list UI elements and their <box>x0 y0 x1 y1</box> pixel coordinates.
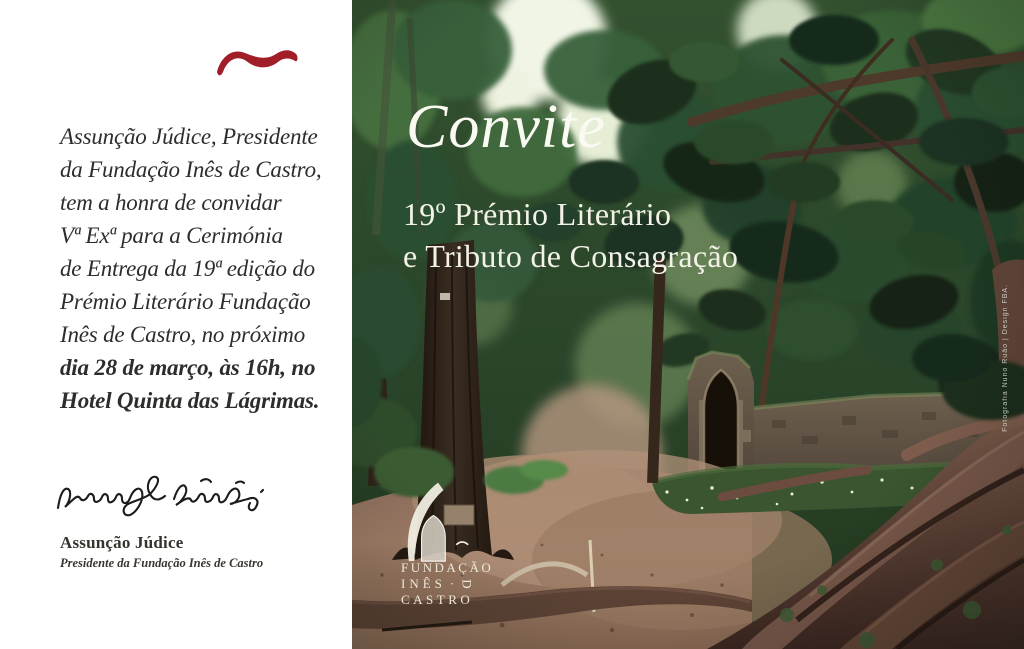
logo-ines: INÊS <box>401 576 446 591</box>
invitation-line: tem a honra de convidar <box>60 190 282 215</box>
tilde-wave-icon <box>213 44 301 80</box>
signatory-name: Assunção Júdice <box>60 533 184 552</box>
invitation-line-venue: Hotel Quinta das Lágrimas. <box>60 388 320 413</box>
invitation-line-date: dia 28 de março, às 16h, no <box>60 355 316 380</box>
handwritten-signature <box>50 472 270 530</box>
gothic-arch-icon <box>398 479 478 563</box>
invitation-line: Assunção Júdice, Presidente <box>60 124 318 149</box>
photo-panel <box>352 0 1024 649</box>
event-subtitle-line2: e Tributo de Consagração <box>403 238 739 274</box>
logo-line-ines-de <box>401 576 493 592</box>
fic-logo-text <box>401 560 493 608</box>
logo-line-fundacao: FUNDAÇÃO <box>401 560 494 575</box>
invitation-text <box>60 120 340 417</box>
invitation-panel <box>0 0 352 649</box>
invitation-line: Prémio Literário Fundação <box>60 289 311 314</box>
logo-separator-dot: · <box>449 576 459 591</box>
invitation-line: da Fundação Inês de Castro, <box>60 157 322 182</box>
event-subtitle-line1: 19º Prémio Literário <box>403 196 672 232</box>
invitation-line: Vª Exª para a Cerimónia <box>60 223 283 248</box>
page-title: Convite <box>406 93 606 161</box>
event-subtitle <box>403 193 738 277</box>
invitation-line: de Entrega da 19ª edição do <box>60 256 315 281</box>
signatory-title: Presidente da Fundação Inês de Castro <box>60 556 264 570</box>
logo-rotated-d: D <box>459 579 475 589</box>
invitation-line: Inês de Castro, no próximo <box>60 322 306 347</box>
logo-tilde-icon <box>456 542 468 545</box>
photo-credit: Fotografia Nuno Ruão | Design FBA. <box>1002 284 1009 432</box>
logo-line-castro: CASTRO <box>401 592 474 607</box>
